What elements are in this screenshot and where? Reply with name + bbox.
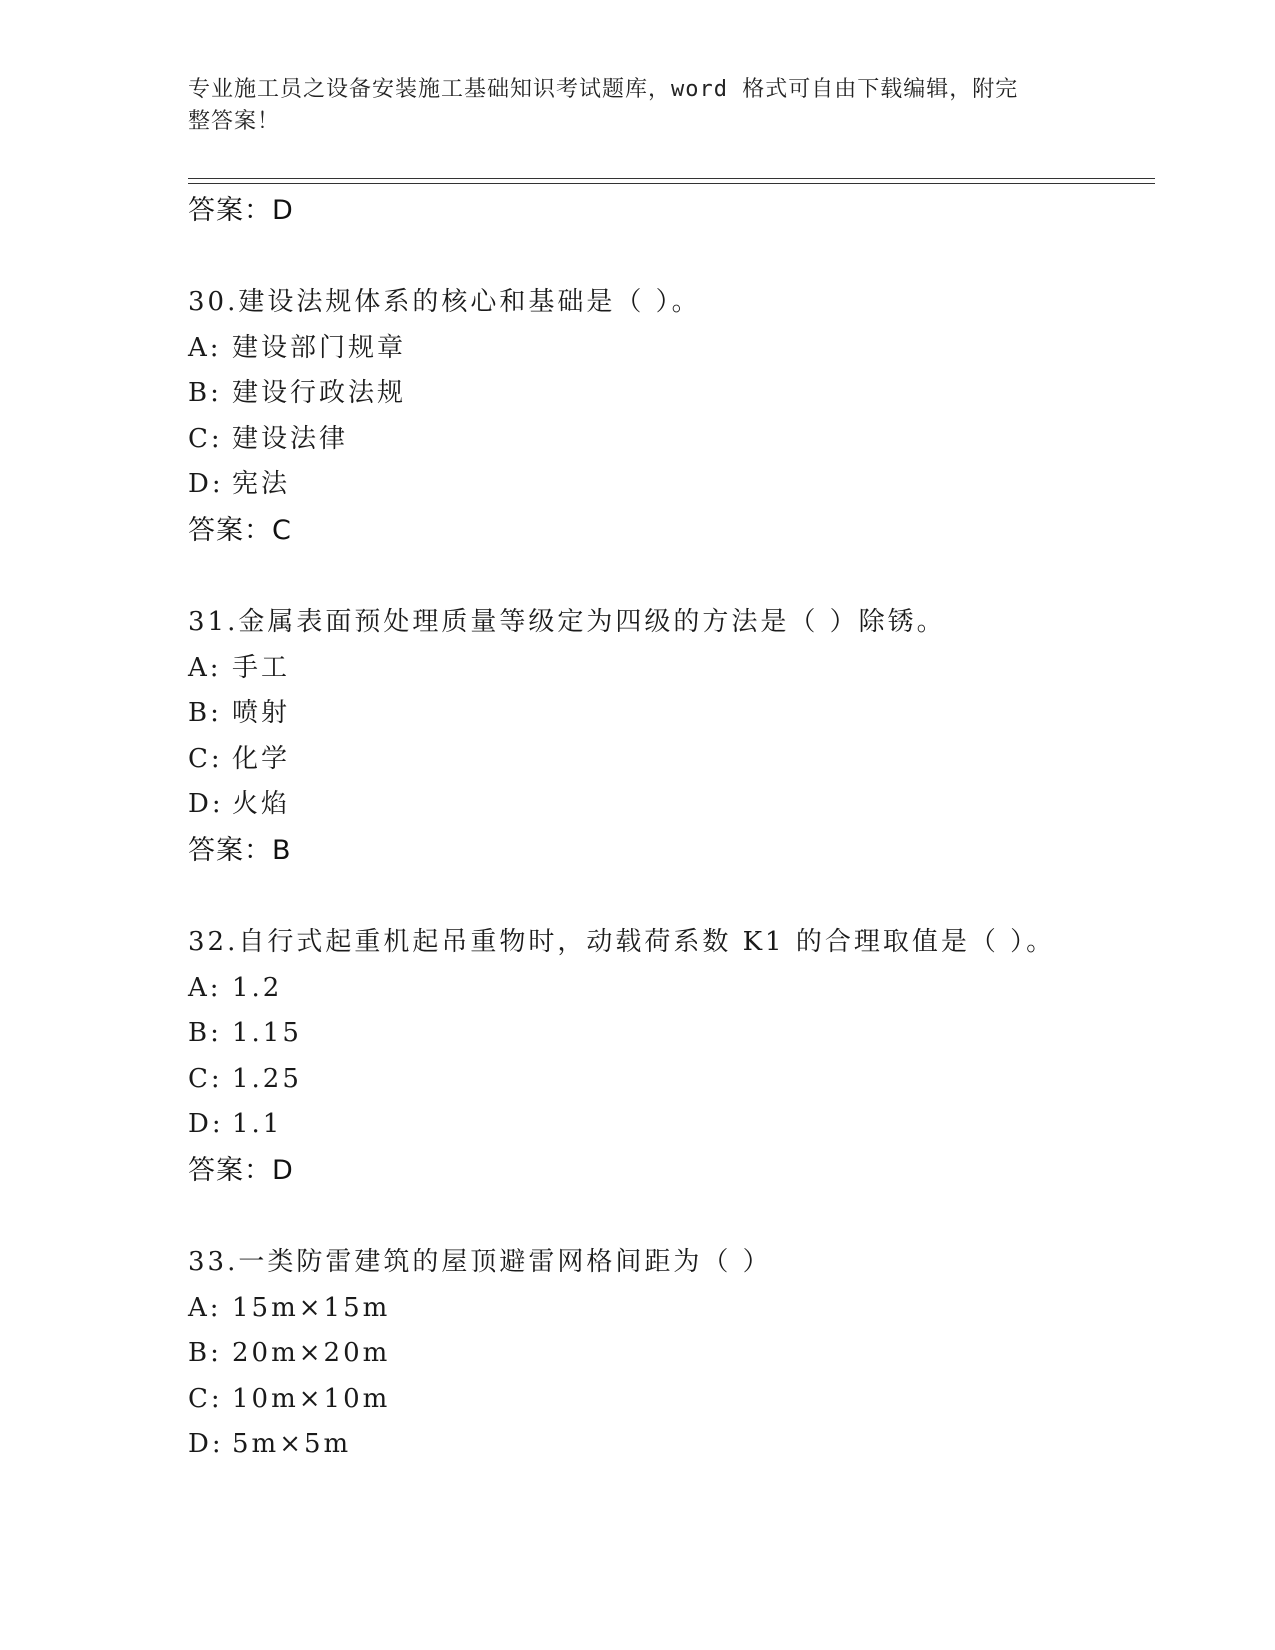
header-divider-top xyxy=(188,178,1155,179)
option-letter: C: xyxy=(188,743,223,774)
option-letter: C: xyxy=(188,423,223,454)
option-text: 1.1 xyxy=(232,1109,283,1140)
answer-line xyxy=(188,828,1148,874)
option-text: 建设法律 xyxy=(232,423,349,454)
option-text: 1.2 xyxy=(232,972,283,1003)
question-stem: 32.自行式起重机起吊重物时，动载荷系数 K1 的合理取值是（ ）。 xyxy=(188,926,1056,957)
header-divider-bottom xyxy=(188,183,1155,184)
question-32 xyxy=(188,920,1148,1194)
option-d xyxy=(188,462,1148,508)
option-a xyxy=(188,646,1148,692)
answer-value: B xyxy=(272,834,292,866)
option-letter: A: xyxy=(188,332,222,363)
header-line-2: 整答案！ xyxy=(188,109,281,134)
answer-value: D xyxy=(272,195,294,226)
answer-prefix: 答案： xyxy=(188,195,272,226)
option-d xyxy=(188,782,1148,828)
option-d xyxy=(188,1102,1148,1148)
option-letter: D: xyxy=(188,469,224,500)
question-list xyxy=(188,188,1148,1468)
answer-prefix: 答案： xyxy=(188,514,272,546)
answer-line xyxy=(188,1148,1148,1194)
question-31 xyxy=(188,600,1148,874)
option-text: 5m×5m xyxy=(232,1429,352,1460)
answer-line xyxy=(188,508,1148,554)
option-text: 宪法 xyxy=(232,469,291,500)
option-c xyxy=(188,417,1148,463)
option-letter: C: xyxy=(188,1383,223,1414)
option-text: 火焰 xyxy=(232,789,291,820)
option-text: 建设行政法规 xyxy=(232,378,407,409)
option-letter: B: xyxy=(188,1338,222,1369)
option-letter: B: xyxy=(188,378,222,409)
option-text: 化学 xyxy=(232,743,291,774)
option-letter: B: xyxy=(188,1018,222,1049)
option-text: 1.25 xyxy=(232,1063,302,1094)
option-d xyxy=(188,1422,1148,1468)
option-letter: B: xyxy=(188,698,222,729)
question-stem: 33.一类防雷建筑的屋顶避雷网格间距为（ ） xyxy=(188,1246,772,1277)
option-c xyxy=(188,1377,1148,1423)
option-text: 喷射 xyxy=(232,698,291,729)
option-text: 建设部门规章 xyxy=(232,332,407,363)
option-a xyxy=(188,1286,1148,1332)
answer-prefix: 答案： xyxy=(188,834,272,866)
option-text: 20m×20m xyxy=(232,1338,391,1369)
header-line-1: 专业施工员之设备安装施工基础知识考试题库，word 格式可自由下载编辑，附完 xyxy=(188,77,1019,102)
option-a xyxy=(188,966,1148,1012)
option-text: 手工 xyxy=(232,652,291,683)
document-header xyxy=(188,74,1068,138)
option-letter: D: xyxy=(188,1429,224,1460)
option-text: 15m×15m xyxy=(232,1292,391,1323)
option-text: 1.15 xyxy=(232,1018,302,1049)
option-a xyxy=(188,326,1148,372)
option-b xyxy=(188,371,1148,417)
answer-value: C xyxy=(272,514,292,546)
question-stem: 31.金属表面预处理质量等级定为四级的方法是（ ）除锈。 xyxy=(188,606,946,637)
option-b xyxy=(188,1011,1148,1057)
question-33 xyxy=(188,1240,1148,1468)
previous-answer xyxy=(188,188,1148,234)
option-letter: A: xyxy=(188,1292,222,1323)
answer-value: D xyxy=(272,1154,294,1186)
option-letter: A: xyxy=(188,972,222,1003)
option-letter: D: xyxy=(188,1109,224,1140)
option-c xyxy=(188,1057,1148,1103)
option-text: 10m×10m xyxy=(232,1383,391,1414)
question-30 xyxy=(188,280,1148,554)
option-c xyxy=(188,737,1148,783)
option-letter: A: xyxy=(188,652,222,683)
option-b xyxy=(188,691,1148,737)
question-stem: 30.建设法规体系的核心和基础是（ ）。 xyxy=(188,287,701,317)
answer-prefix: 答案： xyxy=(188,1154,272,1186)
option-letter: D: xyxy=(188,789,224,820)
option-b xyxy=(188,1331,1148,1377)
option-letter: C: xyxy=(188,1063,223,1094)
